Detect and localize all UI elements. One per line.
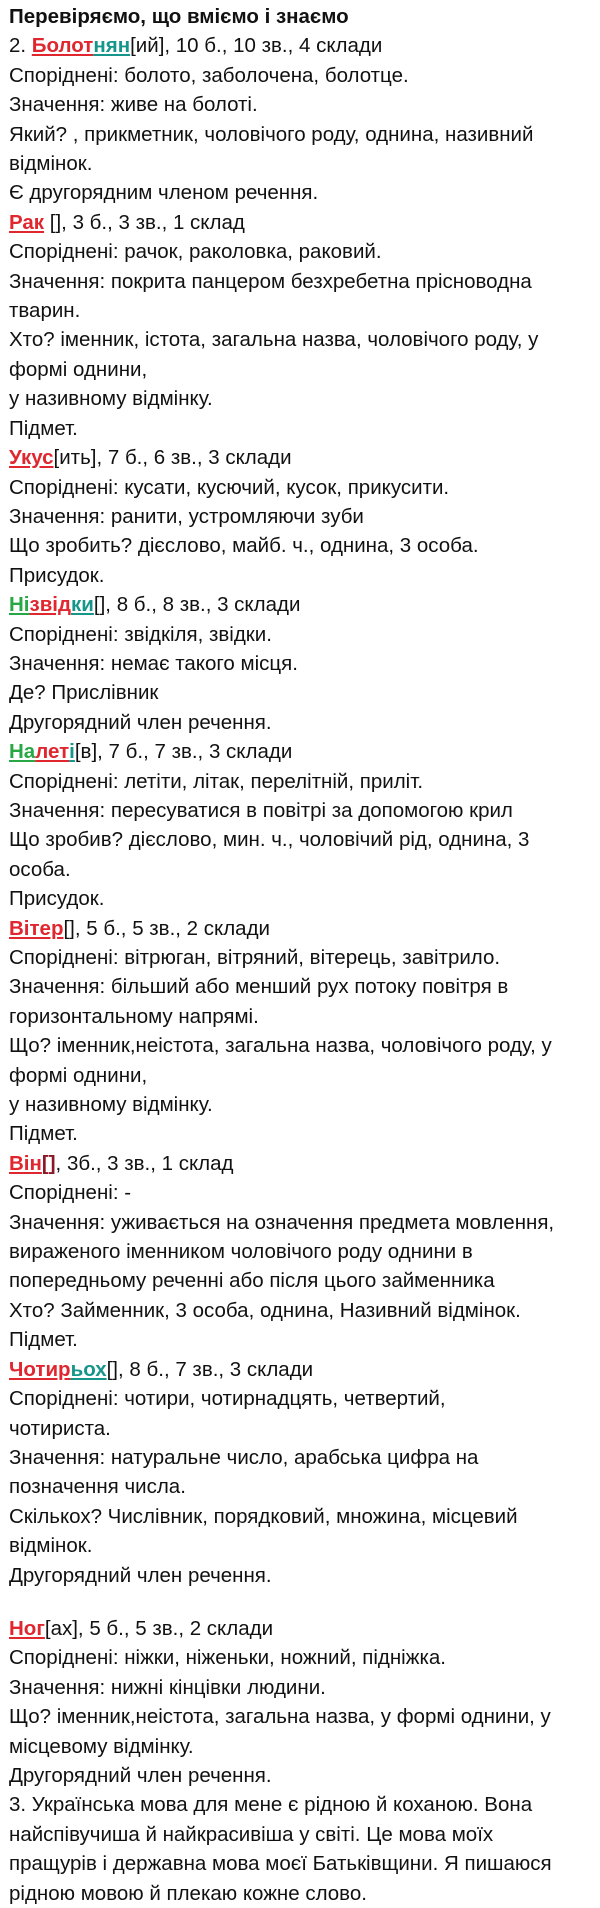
grammar-cont: особа. [9, 857, 71, 881]
word-ending: [ий] [130, 34, 165, 58]
word-4-header [9, 590, 592, 619]
grammar: Що? іменник,неістота, загальна назва, у формі однини, у [9, 1705, 551, 1729]
sentence-role: Підмет. [9, 416, 78, 440]
meaning: Значення: натуральне число, арабська цифра на [9, 1445, 479, 1469]
word-root: Рак [9, 210, 45, 234]
sentence-role: Другорядний член речення. [9, 1563, 272, 1587]
word-counts: , 5 б., 5 зв., 2 склади [77, 1616, 274, 1640]
word-suffix: ьох [70, 1357, 107, 1381]
related-words: Споріднені: ніжки, ніженьки, ножний, підніжка. [9, 1646, 446, 1670]
related-words: Споріднені: звідкіля, звідки. [9, 622, 272, 646]
blank-line [9, 1590, 592, 1614]
grammar-cont: відмінок. [9, 152, 93, 176]
meaning-cont: тварин. [9, 299, 81, 323]
word-counts: , 8 б., 7 зв., 3 склади [118, 1357, 314, 1381]
meaning-cont: попередньому реченні або після цього займенника [9, 1269, 495, 1293]
task-3-text-cont: найспівучиша й найкрасивіша у світі. Це мова моїх [9, 1822, 494, 1846]
sentence-role: Підмет. [9, 1328, 78, 1352]
grammar: Що? іменник,неістота, загальна назва, чоловічого роду, у [9, 1034, 552, 1058]
page-title: Перевіряємо, що вміємо і знаємо [9, 5, 349, 28]
sentence-role: Підмет. [9, 1122, 78, 1146]
word-6-header [9, 914, 592, 943]
grammar: Який? , прикметник, чоловічого роду, однина, називний [9, 122, 534, 146]
item-number: 2. [9, 34, 32, 58]
word-ending: [в] [74, 740, 98, 764]
meaning: Значення: немає такого місця. [9, 651, 298, 675]
word-1-header [9, 31, 592, 60]
word-suffix: і [69, 740, 75, 764]
meaning-cont: горизонтальному напрямі. [9, 1004, 259, 1028]
related-words: Споріднені: вітрюган, вітряний, вітерець, завітрило. [9, 946, 501, 969]
sentence-role: Присудок. [9, 887, 105, 911]
grammar: Скількох? Числівник, порядковий, множина, місцевий [9, 1504, 518, 1528]
word-9-header [9, 1614, 592, 1643]
grammar: Де? Прислівник [9, 681, 159, 705]
sentence-role: Другорядний член речення. [9, 1763, 272, 1787]
grammar-cont: формі однини, [9, 357, 148, 381]
word-prefix: Ні [9, 593, 30, 617]
sentence-role: Другорядний член речення. [9, 710, 272, 734]
meaning: Значення: більший або менший рух потоку повітря в [9, 975, 509, 999]
word-root: Укус [9, 446, 54, 470]
meaning-cont: вираженого іменником чоловічого роду однини в [9, 1240, 473, 1264]
related-words: Споріднені: чотири, чотирнадцять, четвертий, [9, 1387, 446, 1411]
word-root: Болот [31, 34, 94, 58]
meaning: Значення: ранити, устромляючи зуби [9, 504, 364, 528]
grammar-cont: місцевому відмінку. [9, 1734, 194, 1758]
meaning: Значення: живе на болоті. [9, 93, 258, 117]
grammar: Що зробив? дієслово, мин. ч., чоловічий рід, однина, 3 [9, 828, 530, 852]
related-words: Споріднені: летіти, літак, перелітній, приліт. [9, 769, 424, 793]
word-counts: , 7 б., 6 зв., 3 склади [96, 446, 292, 470]
word-counts: , 7 б., 7 зв., 3 склади [97, 740, 293, 764]
word-ending: [] [44, 210, 62, 234]
word-ending: [] [41, 1151, 56, 1175]
word-counts: , 3 б., 3 зв., 1 склад [61, 210, 245, 234]
related-words-cont: чотириста. [9, 1416, 111, 1440]
grammar-cont: у називному відмінку. [9, 387, 213, 411]
word-ending: [] [63, 916, 75, 940]
grammar-cont: у називному відмінку. [9, 1093, 213, 1117]
meaning: Значення: нижні кінцівки людини. [9, 1675, 326, 1699]
meaning-cont: позначення числа. [9, 1475, 186, 1499]
related-words: Споріднені: кусати, кусючий, кусок, прикусити. [9, 475, 450, 499]
word-counts: , 5 б., 5 зв., 2 склади [74, 916, 270, 940]
word-8-header [9, 1355, 592, 1384]
meaning: Значення: покрита панцером безхребетна прісноводна [9, 269, 532, 293]
word-root: звід [29, 593, 72, 617]
related-words: Споріднені: рачок, раколовка, раковий. [9, 240, 382, 264]
word-2-header [9, 208, 592, 237]
task-3-text-cont: пращурів і державна мова моєї Батьківщини. Я пишаюся [9, 1852, 552, 1876]
word-root: Він [9, 1151, 42, 1175]
grammar: Хто? іменник, істота, загальна назва, чоловічого роду, у [9, 328, 539, 352]
grammar-cont: формі однини, [9, 1063, 148, 1087]
word-counts: , 10 б., 10 зв., 4 склади [164, 34, 383, 58]
word-3-header [9, 443, 592, 472]
word-ending: [] [106, 1357, 119, 1381]
word-5-header [9, 737, 592, 766]
word-ending: [ах] [44, 1616, 78, 1640]
meaning: Значення: уживається на означення предмета мовлення, [9, 1210, 555, 1234]
word-root: лет [35, 740, 70, 764]
meaning: Значення: пересуватися в повітрі за допомогою крил [9, 798, 513, 822]
word-ending: [ить] [53, 446, 97, 470]
word-suffix: ки [71, 593, 94, 617]
sentence-role: Присудок. [9, 563, 105, 587]
word-ending: [] [93, 593, 106, 617]
word-counts: , 8 б., 8 зв., 3 склади [105, 593, 301, 617]
related-words: Споріднені: болото, заболочена, болотце. [9, 63, 409, 87]
word-suffix: нян [93, 34, 131, 58]
task-3-text-cont: рідною мовою й плекаю кожне слово. [9, 1881, 367, 1905]
word-7-header [9, 1149, 592, 1178]
sentence-role: Є другорядним членом речення. [9, 181, 319, 205]
related-words: Споріднені: - [9, 1181, 132, 1205]
grammar: Хто? Займенник, 3 особа, однина, Називний відмінок. [9, 1298, 521, 1322]
grammar: Що зробить? дієслово, майб. ч., однина, 3 особа. [9, 534, 479, 558]
word-root: Ног [9, 1616, 45, 1640]
grammar-cont: відмінок. [9, 1534, 93, 1558]
word-root: Вітер [9, 916, 64, 940]
word-counts: , 3б., 3 зв., 1 склад [55, 1151, 234, 1175]
word-prefix: На [9, 740, 36, 764]
task-3-text: 3. Українська мова для мене є рідною й коханою. Вона [9, 1793, 533, 1817]
word-root: Чотир [9, 1357, 71, 1381]
